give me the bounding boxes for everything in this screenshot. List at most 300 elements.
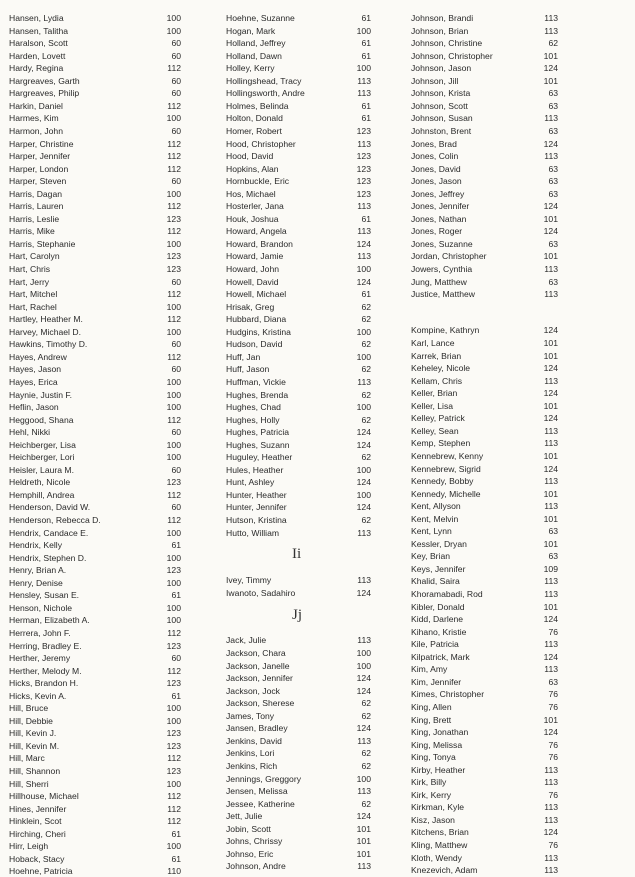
entry-page-number: 62 <box>361 798 371 809</box>
entry-page-number: 60 <box>171 176 181 187</box>
entry-page-number: 124 <box>543 201 558 212</box>
entry-name: Keys, Jennifer <box>411 563 466 574</box>
entry-page-number: 100 <box>356 25 371 36</box>
entry-page-number: 100 <box>356 63 371 74</box>
entry-page-number: 112 <box>167 665 181 676</box>
entry-page-number: 60 <box>171 50 181 61</box>
entry-page-number: 124 <box>543 827 558 838</box>
entry-page-number: 113 <box>544 375 558 386</box>
entry-name: Hudson, David <box>226 339 283 350</box>
entry-page-number: 124 <box>356 238 371 249</box>
entry-name: Jones, Nathan <box>411 213 467 224</box>
entry-name: Huguley, Heather <box>226 452 293 463</box>
entry-name: Holland, Jeffrey <box>226 38 286 49</box>
entry-page-number: 124 <box>356 587 371 598</box>
entry-name: Howard, John <box>226 264 280 274</box>
entry-page-number: 100 <box>166 13 181 23</box>
entry-page-number: 60 <box>171 427 181 438</box>
entry-name: Kitchens, Brian <box>411 827 469 838</box>
entry-name: Keller, Brian <box>411 388 458 399</box>
entry-page-number: 76 <box>548 840 558 851</box>
entry-name: Hines, Jennifer <box>9 803 67 814</box>
entry-page-number: 61 <box>171 540 181 551</box>
entry-name: Jett, Julie <box>226 811 263 822</box>
entry-name: Howell, Michael <box>226 289 287 300</box>
entry-page-number: 101 <box>543 251 558 262</box>
entry-name: James, Tony <box>226 710 275 721</box>
entry-name: Hartley, Heather M. <box>9 314 83 325</box>
entry-page-number: 112 <box>167 201 181 212</box>
entry-name: Hosterler, Jana <box>226 201 284 212</box>
entry-name: Howard, Jamie <box>226 251 284 262</box>
entry-page-number: 113 <box>544 576 558 587</box>
entry-name: Harris, Lauren <box>9 201 64 212</box>
entry-name: Kent, Lynn <box>411 526 452 537</box>
entry-page-number: 124 <box>356 502 371 513</box>
entry-page-number: 124 <box>356 723 371 734</box>
entry-name: Harris, Leslie <box>9 213 60 224</box>
entry-page-number: 101 <box>543 75 558 86</box>
entry-name: Hill, Debbie <box>9 715 53 726</box>
section-letter-header: Jj <box>292 606 303 623</box>
entry-name: Johnson, Brian <box>411 25 469 36</box>
entry-page-number: 100 <box>166 841 181 852</box>
entry-name: Johnson, Susan <box>411 113 473 124</box>
entry-name: King, Melissa <box>411 739 463 750</box>
entry-name: Jackson, Sherese <box>226 698 295 709</box>
entry-name: Harmes, Kim <box>9 113 59 124</box>
entry-page-number: 62 <box>361 314 371 325</box>
entry-name: Khalid, Saira <box>411 576 460 587</box>
entry-name: Harper, London <box>9 163 69 174</box>
entry-name: Jenkins, Lori <box>226 748 275 759</box>
entry-name: Henderson, Rebecca D. <box>9 515 101 525</box>
entry-name: Keheley, Nicole <box>411 363 471 374</box>
entry-page-number: 124 <box>543 413 558 424</box>
entry-page-number: 60 <box>171 653 181 664</box>
entry-name: Hunter, Jennifer <box>226 502 287 513</box>
entry-name: Haynie, Justin F. <box>9 389 73 400</box>
entry-name: Holmes, Belinda <box>226 100 289 111</box>
entry-name: Harper, Steven <box>9 176 67 187</box>
entry-name: Herman, Elizabeth A. <box>9 615 90 626</box>
entry-page-number: 101 <box>543 450 558 461</box>
entry-page-number: 113 <box>357 635 371 646</box>
entry-page-number: 113 <box>544 151 558 162</box>
entry-name: Kling, Matthew <box>411 840 468 851</box>
entry-name: Hicks, Kevin A. <box>9 690 67 701</box>
entry-page-number: 100 <box>166 602 181 613</box>
entry-name: Hargreaves, Philip <box>9 88 80 99</box>
entry-name: Heflin, Jason <box>9 402 59 413</box>
entry-page-number: 112 <box>167 100 181 111</box>
entry-name: Kennebrew, Kenny <box>411 450 484 461</box>
entry-name: Harden, Lovett <box>9 50 66 61</box>
entry-page-number: 60 <box>171 38 181 49</box>
entry-name: Hoehne, Patricia <box>9 866 73 877</box>
entry-name: Kibler, Donald <box>411 601 465 612</box>
entry-name: Jones, Roger <box>411 226 463 237</box>
entry-name: Henderson, David W. <box>9 502 91 513</box>
entry-page-number: 112 <box>167 289 181 300</box>
entry-page-number: 113 <box>544 664 558 675</box>
entry-page-number: 101 <box>543 538 558 549</box>
entry-page-number: 101 <box>543 488 558 499</box>
entry-page-number: 63 <box>548 163 558 174</box>
entry-name: Harris, Stephanie <box>9 238 76 249</box>
entry-name: Harmon, John <box>9 125 63 136</box>
entry-page-number: 63 <box>548 676 558 687</box>
entry-page-number: 124 <box>356 439 371 450</box>
entry-page-number: 61 <box>361 100 371 111</box>
entry-page-number: 113 <box>357 376 371 387</box>
entry-name: Hules, Heather <box>226 464 284 475</box>
entry-name: Hinklein, Scot <box>9 816 62 827</box>
entry-name: Johnson, Christopher <box>411 50 493 61</box>
entry-page-number: 62 <box>361 698 371 709</box>
entry-page-number: 76 <box>548 789 558 800</box>
entry-page-number: 113 <box>357 138 371 149</box>
entry-page-number: 123 <box>166 678 181 689</box>
entry-name: Hayes, Erica <box>9 376 58 387</box>
entry-name: Hart, Mitchel <box>9 289 58 300</box>
entry-name: Heichberger, Lori <box>9 452 75 463</box>
entry-page-number: 101 <box>543 601 558 612</box>
entry-page-number: 123 <box>356 125 371 136</box>
entry-page-number: 123 <box>166 264 181 274</box>
entry-page-number: 63 <box>548 526 558 537</box>
entry-page-number: 61 <box>361 50 371 61</box>
entry-page-number: 124 <box>543 463 558 474</box>
entry-page-number: 113 <box>544 113 558 124</box>
entry-page-number: 100 <box>166 25 181 36</box>
entry-name: Kennedy, Michelle <box>411 488 481 499</box>
entry-page-number: 101 <box>543 400 558 411</box>
entry-name: Hart, Carolyn <box>9 251 60 262</box>
entry-name: Jenkins, David <box>226 735 282 746</box>
entry-name: Hill, Sherri <box>9 778 49 789</box>
entry-page-number: 60 <box>171 464 181 475</box>
entry-page-number: 123 <box>166 213 181 224</box>
entry-name: Johnston, Brent <box>411 125 472 136</box>
entry-name: Heisler, Laura M. <box>9 464 74 475</box>
entry-page-number: 113 <box>544 264 558 274</box>
entry-name: Huff, Jan <box>226 351 261 362</box>
entry-page-number: 123 <box>356 188 371 199</box>
entry-page-number: 60 <box>171 339 181 350</box>
entry-page-number: 124 <box>356 811 371 822</box>
entry-name: Hicks, Brandon H. <box>9 678 79 689</box>
entry-page-number: 113 <box>357 251 371 262</box>
entry-page-number: 63 <box>548 88 558 99</box>
entry-name: Johnson, Christine <box>411 38 483 49</box>
entry-page-number: 112 <box>167 816 181 827</box>
entry-name: Henry, Denise <box>9 577 63 588</box>
entry-page-number: 62 <box>361 710 371 721</box>
entry-page-number: 124 <box>543 226 558 237</box>
entry-name: Holley, Kerry <box>226 63 275 74</box>
entry-name: Howell, David <box>226 276 279 287</box>
entry-page-number: 60 <box>171 276 181 287</box>
entry-page-number: 113 <box>357 88 371 99</box>
entry-page-number: 62 <box>361 414 371 425</box>
entry-name: Keller, Lisa <box>411 400 454 411</box>
entry-page-number: 112 <box>167 314 181 325</box>
entry-name: Hopkins, Alan <box>226 163 279 174</box>
entry-name: Hawkins, Timothy D. <box>9 339 88 350</box>
entry-name: Johnson, Brandi <box>411 13 474 23</box>
entry-name: Heggood, Shana <box>9 414 74 425</box>
entry-page-number: 109 <box>543 563 558 574</box>
section-letter-header: Ii <box>292 546 302 563</box>
entry-name: Jones, Suzanne <box>411 238 473 249</box>
entry-page-number: 113 <box>544 289 558 300</box>
entry-page-number: 123 <box>356 151 371 162</box>
entry-name: Kompine, Kathryn <box>411 325 480 336</box>
entry-page-number: 113 <box>357 201 371 212</box>
entry-page-number: 113 <box>357 226 371 237</box>
entry-name: Jordan, Christopher <box>411 251 487 262</box>
entry-name: Howard, Brandon <box>226 238 293 249</box>
entry-page-number: 113 <box>544 852 558 863</box>
entry-name: Hughes, Suzann <box>226 439 290 450</box>
entry-page-number: 100 <box>356 773 371 784</box>
entry-page-number: 113 <box>357 861 371 872</box>
entry-page-number: 76 <box>548 701 558 712</box>
entry-name: Hughes, Brenda <box>226 389 289 400</box>
entry-page-number: 101 <box>543 350 558 361</box>
entry-name: Holton, Donald <box>226 113 283 124</box>
entry-page-number: 100 <box>166 301 181 312</box>
entry-page-number: 124 <box>356 276 371 287</box>
entry-name: Harper, Christine <box>9 138 74 149</box>
entry-page-number: 112 <box>167 138 181 149</box>
entry-name: Kirby, Heather <box>411 764 466 775</box>
entry-name: Hansen, Lydia <box>9 13 64 23</box>
entry-name: Hogan, Mark <box>226 25 276 36</box>
entry-page-number: 113 <box>544 425 558 436</box>
entry-name: Hood, David <box>226 151 274 162</box>
entry-page-number: 76 <box>548 626 558 637</box>
entry-page-number: 100 <box>356 660 371 671</box>
entry-page-number: 101 <box>543 213 558 224</box>
entry-page-number: 60 <box>171 364 181 375</box>
entry-page-number: 112 <box>167 791 181 802</box>
entry-name: Johnso, Eric <box>226 848 274 859</box>
entry-page-number: 100 <box>166 389 181 400</box>
entry-name: Hardy, Regina <box>9 63 64 74</box>
entry-page-number: 100 <box>166 715 181 726</box>
entry-page-number: 100 <box>166 703 181 714</box>
entry-page-number: 113 <box>544 438 558 449</box>
entry-page-number: 113 <box>544 501 558 512</box>
entry-name: King, Brett <box>411 714 452 725</box>
entry-page-number: 62 <box>361 364 371 375</box>
entry-name: Kim, Amy <box>411 664 448 675</box>
entry-page-number: 101 <box>543 714 558 725</box>
entry-name: Johnson, Scott <box>411 100 468 111</box>
entry-page-number: 61 <box>361 13 371 23</box>
entry-page-number: 62 <box>361 389 371 400</box>
entry-page-number: 113 <box>544 13 558 23</box>
entry-page-number: 60 <box>171 75 181 86</box>
entry-name: Jackson, Janelle <box>226 660 290 671</box>
entry-name: Kessler, Dryan <box>411 538 467 549</box>
entry-name: Homer, Robert <box>226 125 282 136</box>
entry-page-number: 124 <box>543 63 558 74</box>
entry-name: Kisz, Jason <box>411 814 455 825</box>
entry-name: Jones, Jeffrey <box>411 188 465 199</box>
entry-page-number: 101 <box>543 513 558 524</box>
entry-name: Kilpatrick, Mark <box>411 651 470 662</box>
entry-name: Jensen, Melissa <box>226 786 288 797</box>
entry-name: Kennebrew, Sigrid <box>411 463 481 474</box>
entry-name: Kent, Allyson <box>411 501 461 512</box>
entry-page-number: 100 <box>166 439 181 450</box>
entry-name: Kim, Jennifer <box>411 676 462 687</box>
entry-name: Harper, Jennifer <box>9 151 71 162</box>
entry-name: Jennings, Greggory <box>226 773 301 784</box>
entry-name: Kelley, Patrick <box>411 413 465 424</box>
entry-name: Hollingshead, Tracy <box>226 75 302 86</box>
entry-page-number: 113 <box>544 814 558 825</box>
entry-name: Knezevich, Adam <box>411 865 478 876</box>
entry-name: Johnson, Andre <box>226 861 286 872</box>
entry-name: Jessee, Katherine <box>226 798 295 809</box>
entry-name: Kloth, Wendy <box>411 852 462 863</box>
entry-page-number: 63 <box>548 551 558 562</box>
entry-name: Herther, Jeremy <box>9 653 71 664</box>
entry-name: Kelley, Sean <box>411 425 459 436</box>
entry-page-number: 113 <box>544 639 558 650</box>
entry-page-number: 100 <box>356 464 371 475</box>
entry-page-number: 60 <box>171 125 181 136</box>
entry-name: Ivey, Timmy <box>226 575 272 586</box>
entry-page-number: 63 <box>548 100 558 111</box>
entry-name: Harris, Mike <box>9 226 55 237</box>
entry-name: Hayes, Jason <box>9 364 62 375</box>
entry-name: Heichberger, Lisa <box>9 439 76 450</box>
entry-name: Jackson, Jennifer <box>226 673 293 684</box>
entry-page-number: 113 <box>544 777 558 788</box>
entry-name: Huff, Jason <box>226 364 270 375</box>
entry-name: Herring, Bradley E. <box>9 640 82 651</box>
entry-name: Jones, Brad <box>411 138 457 149</box>
entry-page-number: 100 <box>166 376 181 387</box>
entry-page-number: 123 <box>356 176 371 187</box>
entry-page-number: 101 <box>356 848 371 859</box>
entry-name: Hill, Kevin M. <box>9 740 60 751</box>
entry-name: Hemphill, Andrea <box>9 489 75 500</box>
entry-page-number: 112 <box>167 414 181 425</box>
entry-page-number: 61 <box>361 213 371 224</box>
entry-name: Hill, Kevin J. <box>9 728 57 739</box>
entry-name: Hughes, Holly <box>226 414 280 425</box>
entry-name: Hill, Bruce <box>9 703 49 714</box>
entry-page-number: 124 <box>356 685 371 696</box>
entry-page-number: 113 <box>544 25 558 36</box>
entry-name: Jansen, Bradley <box>226 723 288 734</box>
entry-page-number: 113 <box>544 764 558 775</box>
entry-name: Hughes, Patricia <box>226 427 290 438</box>
entry-page-number: 100 <box>166 577 181 588</box>
entry-name: Justice, Matthew <box>411 289 475 300</box>
entry-page-number: 113 <box>544 802 558 813</box>
entry-page-number: 62 <box>361 515 371 525</box>
entry-name: Kennedy, Bobby <box>411 476 474 487</box>
entry-name: King, Allen <box>411 701 452 712</box>
entry-page-number: 60 <box>171 502 181 513</box>
entry-page-number: 112 <box>167 515 181 525</box>
entry-name: Hollingsworth, Andre <box>226 88 305 99</box>
entry-name: Karl, Lance <box>411 338 455 349</box>
entry-page-number: 100 <box>166 615 181 626</box>
entry-name: King, Tonya <box>411 752 456 763</box>
entry-page-number: 112 <box>167 63 181 74</box>
entry-name: Hart, Rachel <box>9 301 57 312</box>
entry-name: Harvey, Michael D. <box>9 326 81 337</box>
entry-name: Hirching, Cheri <box>9 828 66 839</box>
entry-page-number: 112 <box>167 226 181 237</box>
entry-name: Jack, Julie <box>226 635 267 646</box>
entry-name: Heldreth, Nicole <box>9 477 71 488</box>
entry-name: Hood, Christopher <box>226 138 296 149</box>
entry-name: Hunter, Heather <box>226 489 287 500</box>
entry-page-number: 113 <box>544 865 558 876</box>
entry-name: Hensley, Susan E. <box>9 590 80 601</box>
entry-name: Hirr, Leigh <box>9 841 49 852</box>
entry-name: Jones, David <box>411 163 461 174</box>
entry-page-number: 123 <box>356 163 371 174</box>
entry-page-number: 101 <box>356 836 371 847</box>
entry-name: Jackson, Jock <box>226 685 280 696</box>
entry-name: Howard, Angela <box>226 226 287 237</box>
entry-name: Kemp, Stephen <box>411 438 471 449</box>
entry-page-number: 63 <box>548 125 558 136</box>
entry-name: Hehl, Nikki <box>9 427 51 438</box>
entry-name: Johnson, Jason <box>411 63 472 74</box>
entry-page-number: 63 <box>548 276 558 287</box>
entry-name: Jones, Colin <box>411 151 459 162</box>
entry-name: Hudgins, Kristina <box>226 326 291 337</box>
entry-name: Hughes, Chad <box>226 402 281 413</box>
entry-page-number: 63 <box>548 176 558 187</box>
entry-page-number: 100 <box>356 351 371 362</box>
entry-name: Hill, Marc <box>9 753 45 764</box>
entry-page-number: 112 <box>167 489 181 500</box>
entry-name: Hill, Shannon <box>9 766 61 776</box>
entry-page-number: 62 <box>361 339 371 350</box>
entry-name: Huffman, Vickie <box>226 376 286 387</box>
entry-name: Harkin, Daniel <box>9 100 63 111</box>
entry-name: Hillhouse, Michael <box>9 791 79 802</box>
entry-name: Houk, Joshua <box>226 213 279 224</box>
entry-name: Karrek, Brian <box>411 350 462 361</box>
entry-name: Key, Brian <box>411 551 451 562</box>
entry-page-number: 100 <box>356 326 371 337</box>
entry-name: Hargreaves, Garth <box>9 75 80 86</box>
entry-name: Jackson, Chara <box>226 648 286 659</box>
entry-page-number: 112 <box>167 627 181 638</box>
entry-name: Jowers, Cynthia <box>411 264 473 274</box>
entry-page-number: 112 <box>167 803 181 814</box>
entry-page-number: 123 <box>166 251 181 262</box>
entry-name: Hunt, Ashley <box>226 477 275 488</box>
entry-page-number: 61 <box>361 38 371 49</box>
entry-page-number: 113 <box>357 527 371 538</box>
entry-page-number: 100 <box>356 402 371 413</box>
entry-name: Harris, Dagan <box>9 188 63 199</box>
